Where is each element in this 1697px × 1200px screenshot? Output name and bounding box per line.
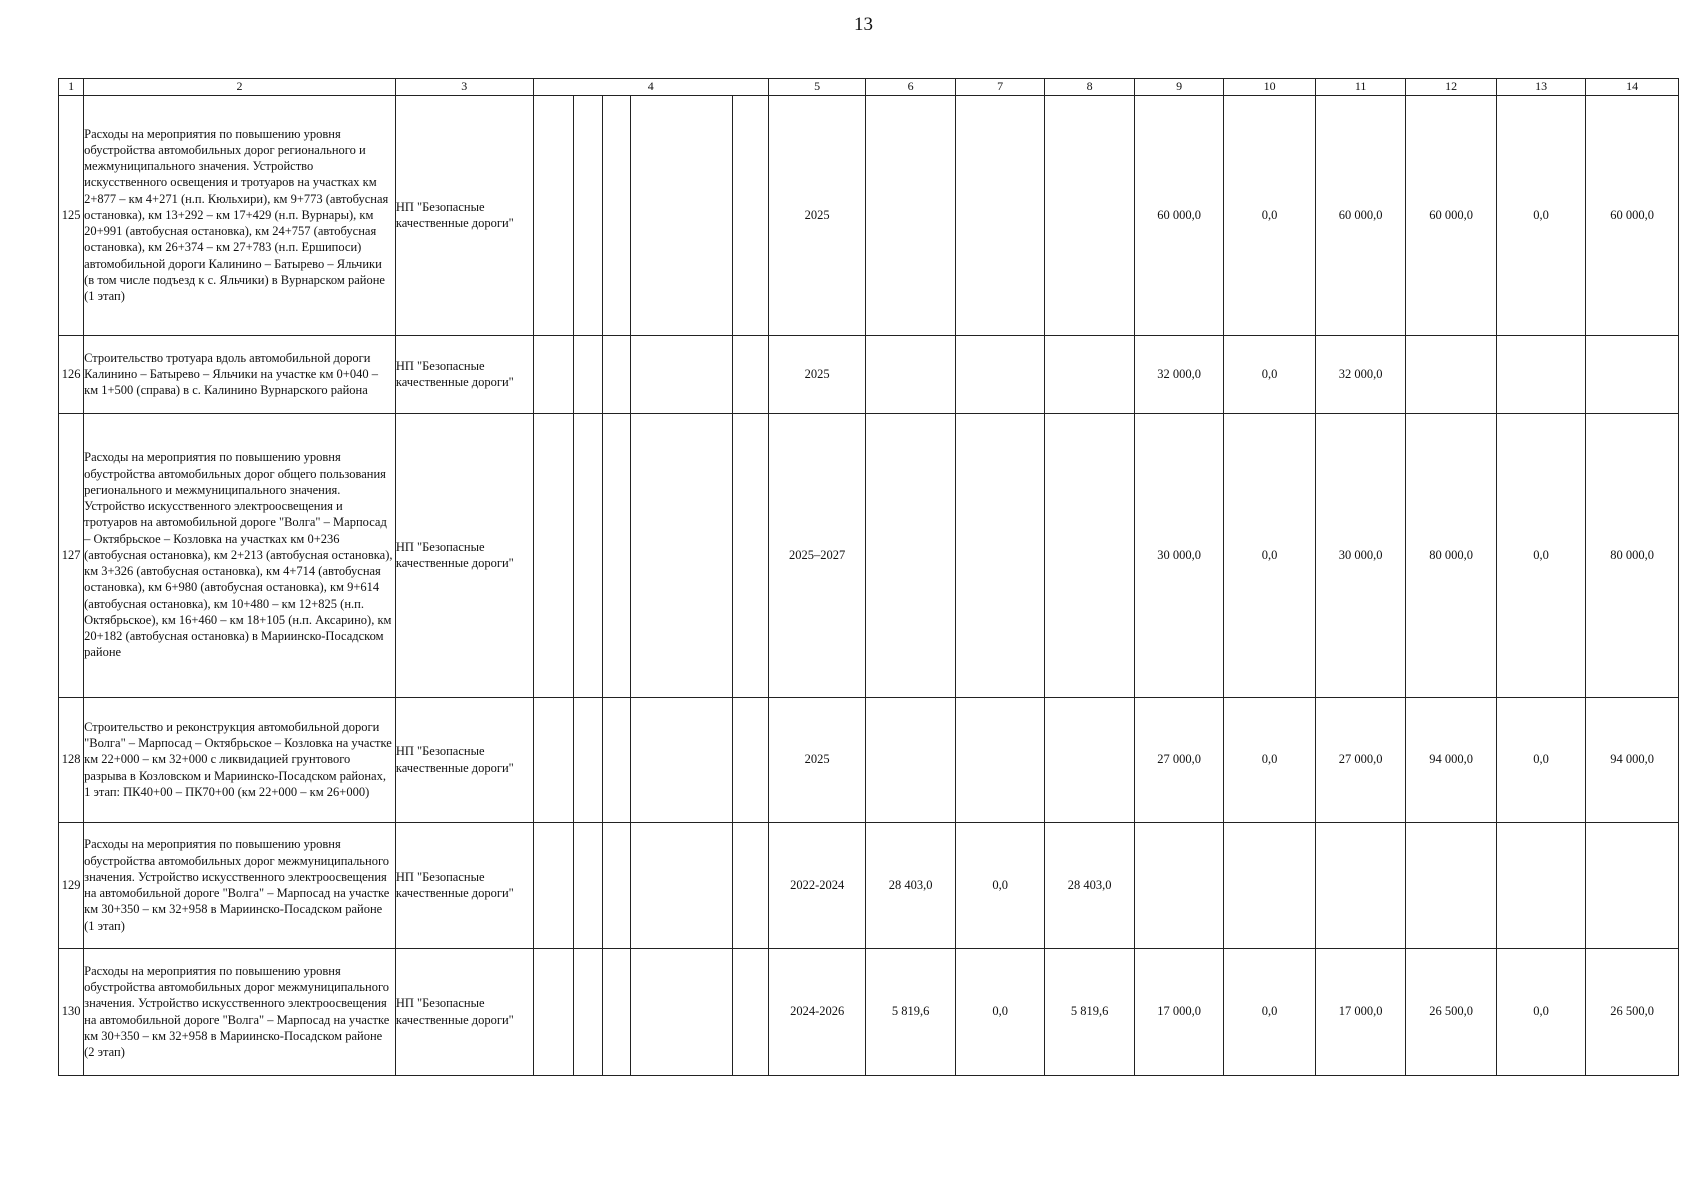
- cell-col9: [1134, 822, 1223, 948]
- cell-col12: 60 000,0: [1406, 95, 1497, 335]
- cell-col10: 0,0: [1224, 413, 1316, 697]
- row-number: 125: [59, 95, 84, 335]
- cell-col7: 0,0: [955, 822, 1044, 948]
- row-program: НП "Безопасные качественные дороги": [395, 95, 533, 335]
- row-program: НП "Безопасные качественные дороги": [395, 948, 533, 1075]
- row-description: Расходы на мероприятия по повышению уровня обустройства автомобильных дорог межмуниципального значения. Устройство искусственного электроосвещения на автомобильной дороге "Волга" – Марпосад на участке км 30+350 – км 32+958 в Мариинско-Посадском районе (1 этап): [84, 822, 396, 948]
- cell-col13: [1496, 822, 1585, 948]
- cell-col11: 30 000,0: [1315, 413, 1406, 697]
- cell-col8: [1045, 335, 1134, 413]
- cell-col10: [1224, 822, 1316, 948]
- cell-col6: [866, 335, 955, 413]
- column-header: 2: [84, 79, 396, 96]
- cell-col11: 27 000,0: [1315, 697, 1406, 822]
- row-years: 2025: [768, 335, 866, 413]
- row-description: Расходы на мероприятия по повышению уровня обустройства автомобильных дорог общего пользования регионального и межмуниципального значения. Устройство искусственного электроосвещения и тротуаров на автомобильной дороге "Волга" – Марпосад – Октябрьское – Козловка на участках км 0+236 (автобусная остановка), км 2+213 (автобусная остановка), км 3+326 (автобусная остановка), км 4+714 (автобусная остановка), км 6+980 (автобусная остановка), км 9+614 (автобусная остановка), км 10+480 – км 12+825 (н.п. Октябрьское), км 16+460 – км 18+105 (н.п. Аксарино), км 20+182 (автобусная остановка) в Мариинско-Посадском районе: [84, 413, 396, 697]
- row-years: 2025–2027: [768, 413, 866, 697]
- cell-col11: 17 000,0: [1315, 948, 1406, 1075]
- cell-col12: [1406, 335, 1497, 413]
- cell-col10: 0,0: [1224, 95, 1316, 335]
- row-program: НП "Безопасные качественные дороги": [395, 822, 533, 948]
- cell-col9: 17 000,0: [1134, 948, 1223, 1075]
- row-years: 2025: [768, 95, 866, 335]
- row-years: 2024-2026: [768, 948, 866, 1075]
- row-description: Расходы на мероприятия по повышению уровня обустройства автомобильных дорог межмуниципального значения. Устройство искусственного электроосвещения на автомобильной дороге "Волга" – Марпосад на участке км 30+350 – км 32+958 в Мариинско-Посадском районе (2 этап): [84, 948, 396, 1075]
- cell-col10: 0,0: [1224, 335, 1316, 413]
- row-number: 129: [59, 822, 84, 948]
- cell-col6: [866, 95, 955, 335]
- cell-col11: 60 000,0: [1315, 95, 1406, 335]
- cell-col9: 30 000,0: [1134, 413, 1223, 697]
- cell-col9: 27 000,0: [1134, 697, 1223, 822]
- cell-col8: [1045, 95, 1134, 335]
- column-header: 3: [395, 79, 533, 96]
- table-row: [59, 697, 1679, 822]
- row-number: 127: [59, 413, 84, 697]
- cell-col14: 94 000,0: [1586, 697, 1679, 822]
- cell-col13: [1496, 335, 1585, 413]
- cell-col7: [955, 697, 1044, 822]
- cell-col7: [955, 335, 1044, 413]
- cell-col6: 28 403,0: [866, 822, 955, 948]
- cell-col8: [1045, 697, 1134, 822]
- column-header: 11: [1315, 79, 1406, 96]
- table-row: [59, 822, 1679, 948]
- row-number: 128: [59, 697, 84, 822]
- cell-col13: 0,0: [1496, 95, 1585, 335]
- cell-col14: [1586, 822, 1679, 948]
- page-number: 13: [854, 14, 873, 35]
- row-description: Строительство тротуара вдоль автомобильной дороги Калинино – Батырево – Яльчики на участке км 0+040 – км 1+500 (справа) в с. Калинино Вурнарского района: [84, 335, 396, 413]
- cell-col12: 94 000,0: [1406, 697, 1497, 822]
- column-header: 12: [1406, 79, 1497, 96]
- row-years: 2025: [768, 697, 866, 822]
- cell-col7: [955, 95, 1044, 335]
- column-header: 6: [866, 79, 955, 96]
- column-header: 9: [1134, 79, 1223, 96]
- cell-col14: 80 000,0: [1586, 413, 1679, 697]
- cell-col10: 0,0: [1224, 948, 1316, 1075]
- cell-col13: 0,0: [1496, 948, 1585, 1075]
- column-header: 10: [1224, 79, 1316, 96]
- column-header: 7: [955, 79, 1044, 96]
- cell-col8: [1045, 413, 1134, 697]
- cell-col14: [1586, 335, 1679, 413]
- table-header-row: [59, 79, 1679, 96]
- cell-col11: [1315, 822, 1406, 948]
- column-header: 1: [59, 79, 84, 96]
- cell-col6: [866, 697, 955, 822]
- cell-col7: [955, 413, 1044, 697]
- cell-col12: [1406, 822, 1497, 948]
- row-description: Строительство и реконструкция автомобильной дороги "Волга" – Марпосад – Октябрьское – Козловка на участке км 22+000 – км 32+000 с ликвидацией грунтового разрыва в Козловском и Мариинско-Посадском районах, 1 этап: ПК40+00 – ПК70+00 (км 22+000 – км 26+000): [84, 697, 396, 822]
- row-program: НП "Безопасные качественные дороги": [395, 335, 533, 413]
- table-row: [59, 948, 1679, 1075]
- cell-col13: 0,0: [1496, 697, 1585, 822]
- cell-col8: 28 403,0: [1045, 822, 1134, 948]
- column-header: 8: [1045, 79, 1134, 96]
- cell-col6: [866, 413, 955, 697]
- cell-col9: 32 000,0: [1134, 335, 1223, 413]
- table-row: [59, 413, 1679, 697]
- cell-col6: 5 819,6: [866, 948, 955, 1075]
- cell-col12: 80 000,0: [1406, 413, 1497, 697]
- row-number: 130: [59, 948, 84, 1075]
- cell-col10: 0,0: [1224, 697, 1316, 822]
- row-program: НП "Безопасные качественные дороги": [395, 413, 533, 697]
- column-header: 4: [533, 79, 768, 96]
- cell-col11: 32 000,0: [1315, 335, 1406, 413]
- row-years: 2022-2024: [768, 822, 866, 948]
- table-row: [59, 335, 1679, 413]
- row-program: НП "Безопасные качественные дороги": [395, 697, 533, 822]
- cell-col12: 26 500,0: [1406, 948, 1497, 1075]
- cell-col9: 60 000,0: [1134, 95, 1223, 335]
- cell-col13: 0,0: [1496, 413, 1585, 697]
- column-header: 13: [1496, 79, 1585, 96]
- budget-table: [58, 78, 1679, 1076]
- column-header: 14: [1586, 79, 1679, 96]
- row-description: Расходы на мероприятия по повышению уровня обустройства автомобильных дорог регионального и межмуниципального значения. Устройство искусственного освещения и тротуаров на участках км 2+877 – км 4+271 (н.п. Кюльхири), км 9+773 (автобусная остановка), км 13+292 – км 17+429 (н.п. Вурнары), км 20+991 (автобусная остановка), км 24+757 (автобусная остановка), км 26+374 – км 27+783 (н.п. Ершипоси) автомобильной дороги Калинино – Батырево – Яльчики (в том числе подъезд к с. Яльчики) в Вурнарском районе (1 этап): [84, 95, 396, 335]
- table-row: [59, 95, 1679, 335]
- cell-col8: 5 819,6: [1045, 948, 1134, 1075]
- column-header: 5: [768, 79, 866, 96]
- cell-col7: 0,0: [955, 948, 1044, 1075]
- row-number: 126: [59, 335, 84, 413]
- cell-col14: 60 000,0: [1586, 95, 1679, 335]
- cell-col14: 26 500,0: [1586, 948, 1679, 1075]
